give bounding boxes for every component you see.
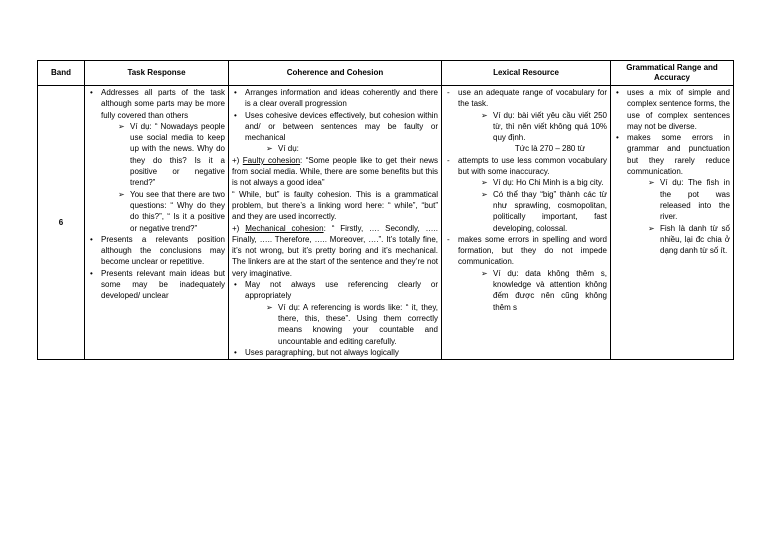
task-bullet-3: • Presents relevant main ideas but some may be inadequately developed/ unclear: [88, 268, 225, 302]
band-descriptor-table: [37, 60, 734, 360]
lexical-bullet-2: - attempts to use less common vocabulary but with some inaccuracy.: [445, 155, 607, 178]
coherence-cohesion-cell: [229, 86, 442, 360]
mechanical-cohesion-example: +) Mechanical cohesion: “ Firstly, …. Secondly, ….. Finally, ….. Therefore, ….. Moreover, ….”. It’s totally fine, it’s not wrong, but it’s pretty boring and it’s mechanical. The linkers are at the start of the sentence and they’re not very imaginative.: [232, 223, 439, 278]
lexical-example-4: ➢ Ví dụ: data không thêm s, knowledge và attention không đếm được nên cũng không thêm s: [481, 268, 607, 313]
grammar-bullet-2: • makes some errors in grammar and punctuation but they rarely reduce communication.: [614, 132, 730, 177]
header-grammatical-range: Grammatical Range and Accuracy: [611, 61, 734, 86]
band-value: 6: [38, 86, 85, 360]
lexical-bullet-3: - makes some errors in spelling and word formation, but they do not impede communication.: [445, 234, 607, 268]
task-bullet-2: • Presents a relevants position although the conclusions may become unclear or repetitive.: [88, 234, 225, 268]
task-bullet-1: • Addresses all parts of the task although some parts may be more fully covered than others: [88, 87, 225, 121]
lexical-example-1: ➢ Ví dụ: bài viết yêu cầu viết 250 từ, thì nên viết không quá 10% quy định. Tức là 270 – 280 từ: [481, 110, 607, 155]
header-task-response: Task Response: [85, 61, 229, 86]
grammar-bullet-1: • uses a mix of simple and complex sentence forms, the use of complex sentences may not be diverse.: [614, 87, 730, 132]
coherence-referencing-example: ➢ Ví dụ: A referencing is words like: “ it, they, there, this, these”. Using them correctly means knowing your countable and uncountable and editing carefully.: [266, 302, 438, 347]
coherence-bullet-1: • Arranges information and ideas coherently and there is a clear overall progression: [232, 87, 438, 110]
coherence-bullet-3: • May not always use referencing clearly or appropriately: [232, 279, 438, 302]
header-lexical-resource: Lexical Resource: [442, 61, 611, 86]
band-6-row: [38, 86, 734, 360]
coherence-example-label: ➢ Ví dụ:: [266, 143, 438, 154]
coherence-bullet-4: • Uses paragraphing, but not always logically: [232, 347, 438, 358]
header-row: [38, 61, 734, 86]
grammatical-range-cell: [611, 86, 734, 360]
header-coherence-cohesion: Coherence and Cohesion: [229, 61, 442, 86]
grammar-example-2: ➢ Fish là danh từ số nhiều, lại đc chia ở dạng danh từ số ít.: [648, 223, 730, 257]
lexical-resource-cell: [442, 86, 611, 360]
task-bullet-1-example: ➢ Ví dụ: “ Nowadays people use social media to keep up with the news. Why do they do this? Is it a positive or negative trend?”: [118, 121, 225, 189]
task-response-cell: [85, 86, 229, 360]
lexical-bullet-1: - use an adequate range of vocabulary for the task.: [445, 87, 607, 110]
header-band: Band: [38, 61, 85, 86]
lexical-example-3: ➢ Có thể thay “big” thành các từ như sprawling, cosmopolitan, politically important, fast developing, colossal.: [481, 189, 607, 234]
lexical-example-2: ➢ Ví dụ: Ho Chi Minh is a big city.: [481, 177, 607, 188]
faulty-cohesion-note: “ While, but” is faulty cohesion. This is a grammatical problem, but there’s a linking word here: “ while”, “but” and they are used incorrectly.: [232, 189, 438, 222]
coherence-bullet-2: • Uses cohesive devices effectively, but cohesion within and/ or between sentences may be faulty or mechanical: [232, 110, 438, 144]
faulty-cohesion-label: Faulty cohesion: [242, 155, 301, 165]
task-bullet-1-note: ➢ You see that there are two questions: “ Why do they do this?”, “ Is it a positive or negative trend?”: [118, 189, 225, 234]
grammar-example-1: ➢ Ví dụ: The fish in the pot was released into the river.: [648, 177, 730, 222]
mechanical-cohesion-label: Mechanical cohesion: [245, 223, 324, 233]
faulty-cohesion-example: +) Faulty cohesion: “Some people like to get their news from social media. While, there are some benefits but this is not always a good idea”: [232, 155, 439, 188]
